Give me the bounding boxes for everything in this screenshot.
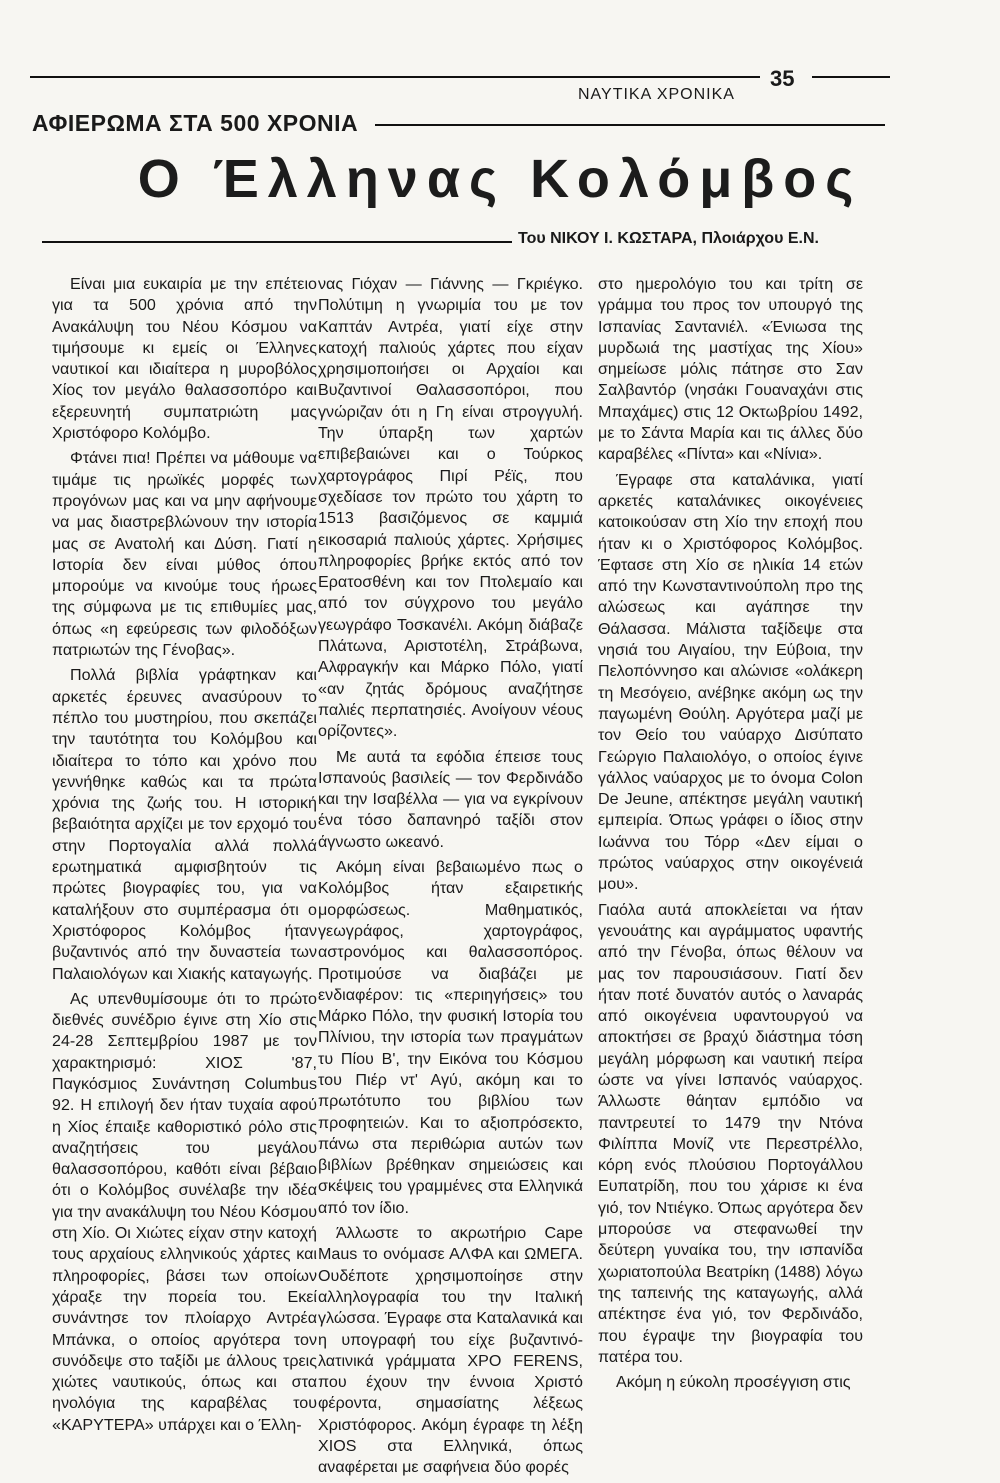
header-rule-left [30,76,760,78]
paragraph: Γιαόλα αυτά αποκλείεται να ήταν γενουάτης και αγράμματος υφαντής από την Γένοβα, όπως θέλουν να μας τον παρουσιάσουν. Γιατί δεν ήταν ποτέ δυνατόν αυτός ο λαναράς από οικογένεια υφαντουργού να αποκτήσει σε βραχύ διάστημα τόση μεγάλη μόρφωση και ναυτική πείρα ώστε να γίνει Ισπανός ναύαρχος. Άλλωστε θάηταν εμπόδιο να παντρευτεί το 1479 την Ντόνα Φιλίππα Μονίζ ντε Περεστρέλλο, κόρη ενός πλούσιου Πορτογάλλου Ευπατρίδη, που του χάρισε κι ένα γιό, τον Ντιέγκο. Όπως αργότερα δεν μπορούσε να στεφανωθεί την δεύτερη γυναίκα του, την ισπανίδα χωριατοπούλα Βεατρίκη (1488) λόγω της ταπεινής της καταγωγής, αλλά απέκτησε ένα γιό, τον Φερδινάδο, που έγραψε την βιογραφία του πατέρα του. [598,900,863,1366]
page-number: 35 [770,66,795,91]
section-heading: ΑΦΙΕΡΩΜΑ ΣΤΑ 500 ΧΡΟΝΙΑ [32,110,359,136]
paragraph: Με αυτά τα εφόδια έπεισε τους Ισπανούς βασιλείς — τον Φερδινάδο και την Ισαβέλλα — για να εγκρίνουν ένα τόσο δαπανηρό ταξίδι στον άγνωστο ωκεανό. [318,747,583,851]
byline-rule [42,241,512,243]
paragraph: Φτάνει πια! Πρέπει να μάθουμε να τιμάμε τις ηρωϊκές μορφές των προγόνων μας και να μην αφήνουμε να μας διαστρεβλώνουν την ιστορία μας σε Ανατολή και Δύση. Γιατί η Ιστορία δεν είναι μύθος όπου μπορούμε να κινούμε τους ήρωες της σύμφωνα με τις επιθυμίες μας, όπως «η εφεύρεσις των φιλοδόξων πατριωτών της Γένοβας». [52,449,317,660]
article-column-2 [318,274,583,1483]
paragraph: Ακόμη η εύκολη προσέγγιση στις [616,1373,851,1392]
paragraph: Άλλωστε το ακρωτήριο Cape Maus το ονόμασε ΑΛΦΑ και ΩΜΕΓΑ. Ουδέποτε χρησιμοποίησε στην αλληλογραφία του την Ιταλική γλώσσα. Έγραφε στα Καταλανικά και η υπογραφή του είχε βυζαντινό-λατινικά γράμματα ΧΡΟ FERENS, που έχουν την έννοια Χριστό φέροντα, σημασίατης λέξεως Χριστόφορος. Ακόμη έγραφε τη λέξη ΧΙΟS στα Ελληνικά, όπως αναφέρεται με σαφήνεια δύο φορές [318,1224,583,1477]
paragraph: Πολλά βιβλία γράφτηκαν και αρκετές έρευνες ανασύρουν το πέπλο του μυστηρίου, που σκεπάζει την ταυτότητα του Κολόμβου και ιδιαίτερα το τόπο και χρόνο που γεννήθηκε καθώς και τα πρώτα χρόνια της ζωής του. Η ιστορική βεβαιότητα αρχίζει με τον ερχομό του στην Πορτογαλία αλλά πολλά ερωτηματικά αμφισβητούν τις πρώτες βιογραφίες του, για να καταλήξουν στο συμπέρασμα ότι ο Χριστόφορος Κολόμβος ήταν βυζαντινός από την δυναστεία των Παλαιολόγων και Χιακής καταγωγής. [52,666,317,983]
paragraph: Ας υπενθυμίσουμε ότι το πρώτο διεθνές συνέδριο έγινε στη Χίο στις 24-28 Σεπτεμβρίου 1987 με τον χαρακτηρισμό: ΧΙΟΣ '87, Παγκόσμιος Συνάντηση Columbus 92. Η επιλογή δεν ήταν τυχαία αφού η Χίος έπαιξε καθοριστικό ρόλο στις αναζητήσεις του μεγάλου θαλασσοπόρου, καθότι είναι βέβαιο ότι ο Κολόμβος συνέλαβε την ιδέα για την ανακάλυψη του Νέου Κόσμου στη Χίο. Οι Χιώτες είχαν στην κατοχή τους αρχαίους ελληνικούς χάρτες και πληροφορίες, βάσει των οποίων χάραξε την πορεία του. Εκεί συνάντησε τον πλοίαρχο Αντρέα Μπάνκα, ο οποίος αργότερα τον συνόδεψε στο ταξίδι με άλλους τρεις χιώτες ναυτικούς, όπως και στα ηνολόγια της καραβέλας του «ΚΑΡΥΤΕΡΑ» υπάρχει και ο Έλλη- [52,989,317,1434]
header-rule-right [812,76,890,78]
paragraph: Ακόμη είναι βεβαιωμένο πως ο Κολόμβος ήταν εξαιρετικής μορφώσεως. Μαθηματικός, γεωγράφος, χαρτογράφος, αστρονόμος και θαλασσοπόρος. Προτιμούσε να διαβάζει με ενδιαφέρον: τις «περιηγήσεις» του Μάρκο Πόλο, την φυσική Ιστορία του Πλίνιου, την ιστορία των πραγμάτων τυ Πίου Β', την Εικόνα του Κόσμου του Πιέρ ντ' Αγύ, ακόμη και το πρωτότυπο του βιβλίου των προφητειών. Και το αξιοπρόσεκτο, πάνω στα περιθώρια αυτών των βιβλίων βρέθηκαν σημειώσεις και σκέψεις του γραμμένες στα Ελληνικά από τον ίδιο. [318,858,583,1217]
magazine-name: ΝΑΥΤΙΚΑ ΧΡΟΝΙΚΑ [578,86,735,103]
paragraph: Έγραφε στα καταλάνικα, γιατί αρκετές καταλάνικες οικογένειες κατοικούσαν στη Χίο την εποχή που ήταν κι ο Χριστόφορος Κολόμβος. Έφτασε στη Χίο σε ηλικία 14 ετών από την Κωνσταντινούπολη προ της αλώσεως και αγάπησε την Θάλασσα. Μάλιστα ταξίδεψε στα νησιά του Αιγαίου, την Εύβοια, την Πελοπόννησο και αλώνισε «ολάκερη τη Μεσόγειο, ανέβηκε ακόμη ως την παγωμένη Θούλη. Αργότερα μαζί με τον Θείο του ναύαρχο Δισύπατο Γεώργιο Παλαιολόγο, ο οποίος έγινε γάλλος ναύαρχος με το όνομα Colon De Jeune, απέκτησε μεγάλη ναυτική εμπειρία. Όπως γράφει ο ίδιος στην Ιωάννα του Τόρρ «Δεν είμαι ο πρώτος ναύαρχος στην οικογένειά μου». [598,470,863,894]
paragraph: Είναι μια ευκαιρία με την επέτειο για τα 500 χρόνια από την Ανακάλυψη του Νέου Κόσμου να τιμήσουμε κι εμείς οι Έλληνες ναυτικοί και ιδιαίτερα η μυροβόλος Χίος τον μεγάλο θαλασσοπόρο και εξερευνητή συμπατριώτη μας Χριστόφορο Κολόμβο. [52,275,317,443]
section-rule [375,124,885,126]
byline: Του ΝΙΚΟΥ Ι. ΚΩΣΤΑΡΑ, Πλοιάρχου Ε.Ν. [518,230,819,247]
article-column-1 [52,274,317,1440]
paragraph: νας Γιόχαν — Γιάννης — Γκριέγκο. Πολύτιμη η γνωριμία του με τον Καπτάν Αντρέα, γιατί είχε στην κατοχή παλιούς χάρτες που είχαν χρησιμοποιήσει οι Αρχαίοι και Βυζαντινοί Θαλασσοπόροι, που γνώριζαν ότι η Γη είναι στρογγυλή. Την ύπαρξη των χαρτών επιβεβαιώνει και ο Τούρκος χαρτογράφος Πιρί Ρέϊς, που σχεδίασε τον πρώτο του χάρτη το 1513 βασιζόμενος σε καμμιά εικοσαριά παλιούς χάρτες. Χρήσιμες πληροφορίες βρήκε εκτός από τον Ερατοσθένη και τον Πτολεμαίο και από τον σύγχρονο του μεγάλο γεωγράφο Τοσκανέλι. Ακόμη διάβαζε Πλάτωνα, Αριστοτέλη, Στράβωνα, Αλφραγκήν και Μάρκο Πόλο, γιατί «αν ζητάς δρόμους αναζήτησε παλιές περπατησιές. Ανοίγουν νέους ορίζοντες». [318,275,583,741]
paragraph: στο ημερολόγιο του και τρίτη σε γράμμα του προς τον υπουργό της Ισπανίας Σαντανιέλ. «Ένιωσα της μυρδωιά της μαστίχας της Χίου» σημείωσε μόλις πάτησε στο Σαν Σαλβαντόρ (νησάκι Γουαναχάνι στις Μπαχάμες) στις 12 Οκτωβρίου 1492, με το Σάντα Μαρία και τις άλλες δύο καραβέλες «Πίντα» και «Νίνια». [598,275,863,464]
article-column-3 [598,274,863,1397]
article-title: Ο Έλληνας Κολόμβος [137,149,863,209]
